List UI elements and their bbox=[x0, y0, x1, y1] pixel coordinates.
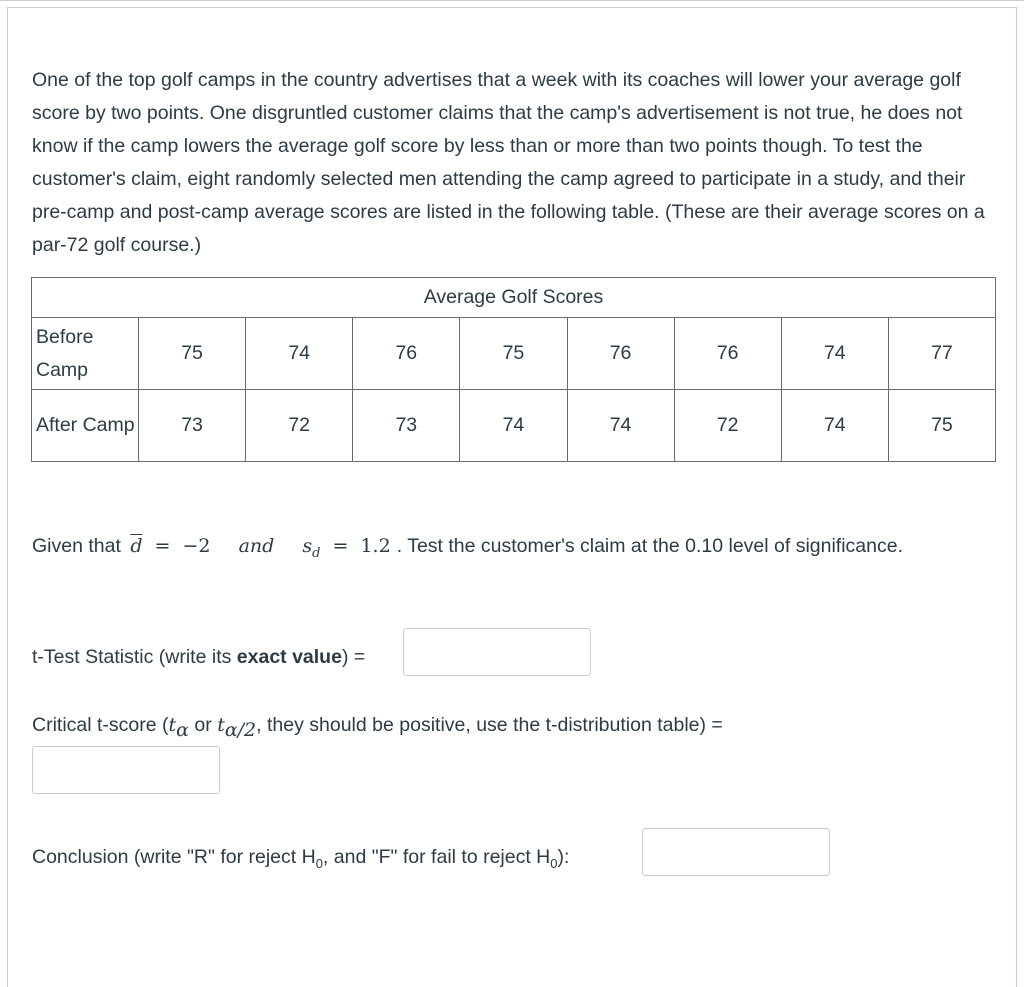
conclusion-label bbox=[32, 846, 569, 871]
table-cell: 72 bbox=[246, 390, 353, 462]
table-cell: 74 bbox=[567, 390, 674, 462]
dbar-symbol: $\overline{d}$ bbox=[130, 535, 143, 557]
table-cell: 75 bbox=[460, 318, 567, 390]
table-cell: 72 bbox=[674, 390, 781, 462]
critical-text-a: Critical t-score ( bbox=[32, 714, 169, 736]
table-cell: 74 bbox=[246, 318, 353, 390]
dbar-value: −2 bbox=[182, 535, 211, 557]
conclusion-input[interactable] bbox=[642, 828, 830, 876]
table-row-before bbox=[32, 318, 996, 390]
conclusion-text-a: Conclusion (write "R" for reject H bbox=[32, 846, 316, 868]
table-cell: 75 bbox=[888, 390, 995, 462]
conclusion-text-b: , and "F" for fail to reject H bbox=[322, 846, 551, 868]
t-statistic-text: t-Test Statistic (write its bbox=[32, 646, 237, 668]
table-cell: 75 bbox=[139, 318, 246, 390]
top-divider bbox=[0, 0, 1024, 1]
sd-subscript: d bbox=[312, 545, 321, 561]
given-math bbox=[126, 535, 396, 561]
table-cell: 74 bbox=[781, 390, 888, 462]
question-intro: One of the top golf camps in the country advertises that a week with its coaches will lower your average golf score by two points. One disgruntled customer claims that the camp's advertisement is not true, he does not know if the camp lowers the average golf score by less than or more than two points though. To test the customer's claim, eight randomly selected men attending the camp agreed to participate in a study, and their pre-camp and post-camp average scores are listed in the following table. (These are their average scores on a par-72 golf course.) bbox=[32, 69, 985, 256]
table-caption-row bbox=[32, 278, 996, 318]
table-caption: Average Golf Scores bbox=[32, 278, 996, 318]
golf-scores-table bbox=[31, 277, 996, 462]
table-cell: 74 bbox=[460, 390, 567, 462]
t-statistic-end: ) = bbox=[341, 646, 366, 668]
and-word: and bbox=[238, 535, 275, 557]
table-cell: 76 bbox=[674, 318, 781, 390]
row-label-before: Before Camp bbox=[32, 318, 139, 390]
table-cell: 73 bbox=[353, 390, 460, 462]
critical-t-label bbox=[32, 714, 723, 741]
exact-value-bold: exact value bbox=[236, 646, 342, 668]
critical-text-b: , they should be positive, use the t-distribution table) = bbox=[256, 714, 723, 736]
table-row-after bbox=[32, 390, 996, 462]
table-cell: 74 bbox=[781, 318, 888, 390]
table-cell: 76 bbox=[353, 318, 460, 390]
table-cell: 77 bbox=[888, 318, 995, 390]
table-cell: 73 bbox=[139, 390, 246, 462]
given-prefix: Given that bbox=[32, 535, 121, 557]
given-statement bbox=[32, 528, 903, 572]
equals-sign: = bbox=[154, 535, 171, 557]
table-cell: 76 bbox=[567, 318, 674, 390]
equals-sign: = bbox=[332, 535, 349, 557]
t-statistic-label bbox=[32, 646, 365, 669]
t-alpha2-symbol: t bbox=[217, 714, 225, 736]
sd-symbol: s bbox=[302, 535, 313, 557]
h0-subscript: 0 bbox=[550, 855, 558, 871]
t-statistic-input[interactable] bbox=[403, 628, 591, 676]
h0-subscript: 0 bbox=[315, 855, 323, 871]
sd-value: 1.2 bbox=[360, 535, 391, 557]
row-label-after: After Camp bbox=[32, 390, 139, 462]
critical-t-input[interactable] bbox=[32, 746, 220, 794]
alpha-subscript: α bbox=[176, 718, 189, 741]
given-suffix: . Test the customer's claim at the 0.10 level of significance. bbox=[396, 535, 903, 557]
alpha2-subscript: α/2 bbox=[224, 718, 257, 741]
t-alpha-symbol: t bbox=[168, 714, 177, 736]
conclusion-text-c: ): bbox=[557, 846, 570, 868]
or-word: or bbox=[189, 714, 218, 736]
